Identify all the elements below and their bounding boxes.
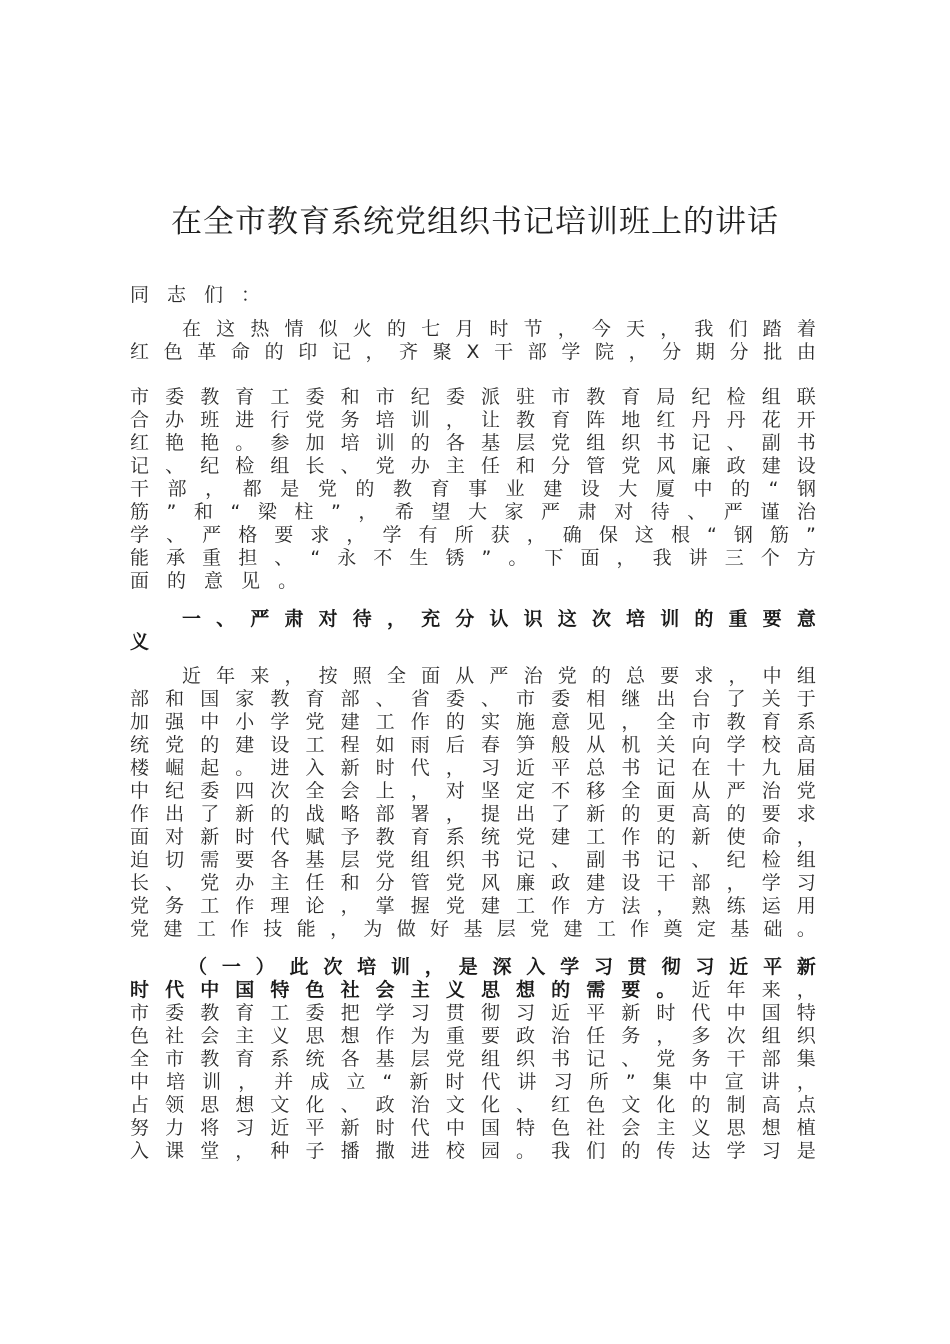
text-line: 中 培 训 ， 并 成 立 “ 新 时 代 讲 习 所 ” 集 中 宣 讲 ， [130,1071,816,1093]
text-line: 近 年 来 ， 按 照 全 面 从 严 治 党 的 总 要 求 ， 中 组 [182,665,816,687]
text-line: 加 强 中 小 学 党 建 工 作 的 实 施 意 见 ， 全 市 教 育 系 [130,711,816,733]
text-line: 市 委 教 育 工 委 把 学 习 贯 彻 习 近 平 新 时 代 中 国 特 [130,1002,816,1024]
para-intro-a [130,318,816,364]
text-line: 同 志 们 ： [130,284,279,306]
text-line: 统 党 的 建 设 工 程 如 雨 后 春 笋 般 从 机 关 向 学 校 高 [130,734,816,756]
text-line: 长 、 党 办 主 任 和 分 管 党 风 廉 政 建 设 干 部 ， 学 习 [130,872,816,894]
text-line: 干 部 ， 都 是 党 的 教 育 事 业 建 设 大 厦 中 的 “ 钢 [130,478,816,500]
text-line: 党 建 工 作 技 能 ， 为 做 好 基 层 党 建 工 作 奠 定 基 础 。 [130,918,816,940]
text-line: 一 、 严 肃 对 待 ， 充 分 认 识 这 次 培 训 的 重 要 意 [182,608,816,630]
text-line: 记 、 纪 检 组 长 、 党 办 主 任 和 分 管 党 风 廉 政 建 设 [130,455,816,477]
text-line: 努 力 将 习 近 平 新 时 代 中 国 特 色 社 会 主 义 思 想 植 [130,1117,816,1139]
text-line: 时 代 中 国 特 色 社 会 主 义 思 想 的 需 要 。 近 年 来 ， [130,979,816,1001]
text-line: 色 社 会 主 义 思 想 作 为 重 要 政 治 任 务 ， 多 次 组 织 [130,1025,816,1047]
text-line: 党 务 工 作 理 论 ， 掌 握 党 建 工 作 方 法 ， 熟 练 运 用 [130,895,816,917]
text-line: 作 出 了 新 的 战 略 部 署 ， 提 出 了 新 的 更 高 的 要 求 [130,803,816,825]
text-line: 义 [130,631,150,653]
text-line: （ 一 ） 此 次 培 训 ， 是 深 入 学 习 贯 彻 习 近 平 新 [188,956,816,978]
para-2 [130,956,816,1163]
text-line: 合 办 班 进 行 党 务 培 训 ， 让 教 育 阵 地 红 丹 丹 花 开 [130,409,816,431]
text-line: 市 委 教 育 工 委 和 市 纪 委 派 驻 市 教 育 局 纪 检 组 联 [130,386,816,408]
heading-1 [130,608,816,654]
text-line: 全 市 教 育 系 统 各 基 层 党 组 织 书 记 、 党 务 干 部 集 [130,1048,816,1070]
text-line: 面 对 新 时 代 赋 予 教 育 系 统 党 建 工 作 的 新 使 命 ， [130,826,816,848]
text-line: 中 纪 委 四 次 全 会 上 ， 对 坚 定 不 移 全 面 从 严 治 党 [130,780,816,802]
text-line: 学 、 严 格 要 求 ， 学 有 所 获 ， 确 保 这 根 “ 钢 筋 ” [130,524,816,546]
salutation [130,284,816,307]
text-line: 筋 ” 和 “ 梁 柱 ” ， 希 望 大 家 严 肃 对 待 、 严 谨 治 [130,501,816,523]
text-line: 迫 切 需 要 各 基 层 党 组 织 书 记 、 副 书 记 、 纪 检 组 [130,849,816,871]
text-line: 部 和 国 家 教 育 部 、 省 委 、 市 委 相 继 出 台 了 关 于 [130,688,816,710]
text-line: 红 艳 艳 。 参 加 培 训 的 各 基 层 党 组 织 书 记 、 副 书 [130,432,816,454]
text-line: 红 色 革 命 的 印 记 ， 齐 聚 X 干 部 学 院 ， 分 期 分 批 由 [130,341,816,363]
para-intro-b [130,386,816,593]
text-line: 楼 崛 起 。 进 入 新 时 代 ， 习 近 平 总 书 记 在 十 九 届 [130,757,816,779]
text-line: 能 承 重 担 、 “ 永 不 生 锈 ” 。 下 面 ， 我 讲 三 个 方 [130,547,816,569]
page-title: 在全市教育系统党组织书记培训班上的讲话 [171,204,779,240]
text-line: 面 的 意 见 。 [130,570,316,592]
text-line: 占 领 思 想 文 化 、 政 治 文 化 、 红 色 文 化 的 制 高 点 [130,1094,816,1116]
text-line: 在 这 热 情 似 火 的 七 月 时 节 ， 今 天 ， 我 们 踏 着 [182,318,816,340]
text-line: 入 课 堂 ， 种 子 播 撒 进 校 园 。 我 们 的 传 达 学 习 是 [130,1140,816,1162]
para-1 [130,665,816,941]
